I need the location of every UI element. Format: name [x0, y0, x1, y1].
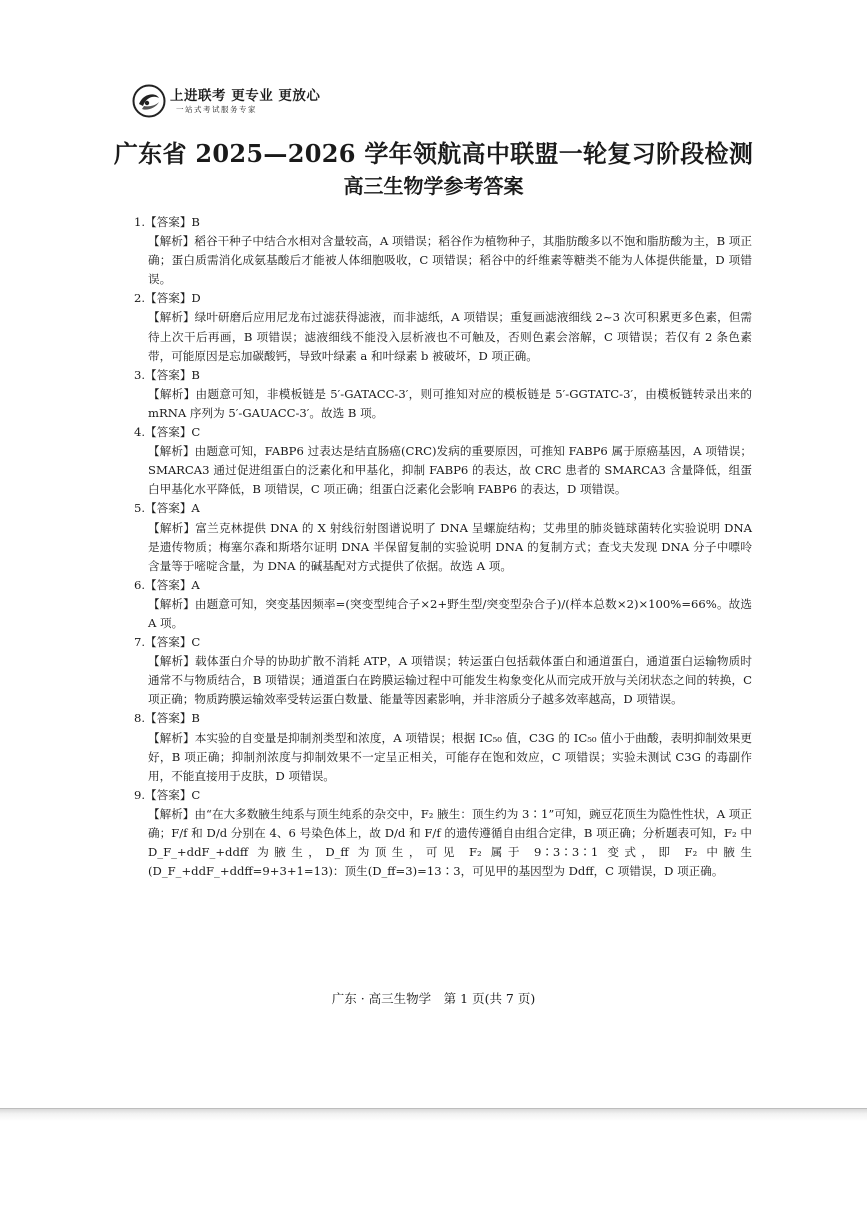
answer-key: 7.【答案】C: [134, 635, 201, 650]
answer-explanation: 【解析】绿叶研磨后应用尼龙布过滤获得滤液，而非滤纸，A 项错误；重复画滤液细线 2~3 次可积累更多色素，但需待上次干后再画，B 项错误；滤液细线不能没入层析液也不可触及，否则色素会溶解，C 项错误；若仅有 2 条色素带，可能原因是忘加碳酸钙，导致叶绿素 a 和叶绿素 b 被破坏，D 项正确。: [148, 310, 752, 363]
answer-item-3: [134, 366, 752, 423]
logo-swirl-icon: [132, 84, 166, 118]
answer-explanation: 【解析】由题意可知，FABP6 过表达是结直肠癌(CRC)发病的重要原因，可推知 FABP6 属于原癌基因，A 项错误；SMARCA3 通过促进组蛋白的泛素化和甲基化，抑制 FABP6 的表达，故 CRC 患者的 SMARCA3 含量降低，组蛋白甲基化水平降低，B 项错误，C 项正确；组蛋白泛素化会影响 FABP6 的表达，D 项错误。: [148, 444, 752, 497]
answer-item-7: [134, 633, 752, 709]
answer-item-9: [134, 786, 752, 881]
answer-item-6: [134, 576, 752, 633]
answer-key: 2.【答案】D: [134, 291, 201, 306]
answer-list: [134, 213, 752, 881]
answer-explanation: 【解析】由题意可知，非模板链是 5′-GATACC-3′，则可推知对应的模板链是 5′-GGTATC-3′，由模板链转录出来的 mRNA 序列为 5′-GAUACC-3′。故选 B 项。: [148, 386, 752, 420]
answer-key: 1.【答案】B: [134, 215, 200, 229]
answer-item-1: [134, 213, 752, 289]
page-title: 广东省 2025—2026 学年领航高中联盟一轮复习阶段检测: [113, 139, 754, 168]
page-subtitle: 高三生物学参考答案: [343, 174, 524, 198]
logo-tagline: 一站式考试服务专家: [176, 105, 257, 114]
answer-item-5: [134, 499, 752, 575]
answer-key: 3.【答案】B: [134, 367, 200, 382]
logo-slogan: 上进联考 更专业 更放心: [170, 88, 321, 104]
answer-key: 9.【答案】C: [134, 787, 201, 802]
page-bottom-edge: [0, 1108, 867, 1121]
answer-explanation: 【解析】稻谷干种子中结合水相对含量较高，A 项错误；稻谷作为植物种子，其脂肪酸多以不饱和脂肪酸为主，B 项正确；蛋白质需消化成氨基酸后才能被人体细胞吸收，C 项错误；稻谷中的纤维素等糖类不能为人体提供能量，D 项错误。: [148, 234, 752, 287]
answer-explanation: 【解析】富兰克林提供 DNA 的 X 射线衍射图谱说明了 DNA 呈螺旋结构；艾弗里的肺炎链球菌转化实验说明 DNA 是遗传物质；梅塞尔森和斯塔尔证明 DNA 半保留复制的实验说明 DNA 的复制方式；查戈夫发现 DNA 分子中嘌呤含量等于嘧啶含量，为 DNA 的碱基配对方式提供了依据。故选 A 项。: [148, 520, 752, 573]
answer-item-4: [134, 423, 752, 499]
answer-explanation: 【解析】载体蛋白介导的协助扩散不消耗 ATP，A 项错误；转运蛋白包括载体蛋白和通道蛋白，通道蛋白运输物质时通常不与物质结合，B 项错误；通道蛋白在跨膜运输过程中可能发生构象变化从而完成开放与关闭状态之间的转换，C 项正确；物质跨膜运输效率受转运蛋白数量、能量等因素影响，并非溶质分子越多效率越高，D 项错误。: [148, 654, 752, 707]
answer-key: 6.【答案】A: [134, 577, 200, 592]
answer-key: 4.【答案】C: [134, 425, 201, 440]
publisher-logo: [132, 82, 321, 122]
answer-item-8: [134, 709, 752, 785]
answer-explanation: 【解析】由“在大多数腋生纯系与顶生纯系的杂交中，F₂ 腋生：顶生约为 3∶1”可知，豌豆花顶生为隐性性状，A 项正确；F/f 和 D/d 分别在 4、6 号染色体上，故 D/d 和 F/f 的遗传遵循自由组合定律，B 项正确；分析题表可知，F₂ 中 D_F_+ddF_+ddff 为腋生，D_ff 为顶生，可见 F₂ 属于 9∶3∶3∶1 变式，即 F₂ 中腋生(D_F_+ddF_+ddff=9+3+1=13)：顶生(D_ff=3)=13∶3，可见甲的基因型为 Ddff，C 项错误，D 项正确。: [148, 806, 752, 879]
answer-explanation: 【解析】由题意可知，突变基因频率=(突变型纯合子×2+野生型/突变型杂合子)/(样本总数×2)×100%=66%。故选 A 项。: [148, 596, 752, 630]
answer-item-2: [134, 289, 752, 365]
answer-key: 5.【答案】A: [134, 501, 200, 516]
answer-key: 8.【答案】B: [134, 711, 200, 726]
page-footer: 广东 · 高三生物学 第 1 页(共 7 页): [331, 991, 536, 1006]
answer-explanation: 【解析】本实验的自变量是抑制剂类型和浓度，A 项错误；根据 IC₅₀ 值，C3G 的 IC₅₀ 值小于曲酸，表明抑制效果更好，B 项正确；抑制剂浓度与抑制效果不一定呈正相关，可能存在饱和效应，C 项错误；实验未测试 C3G 的毒副作用，不能直接用于皮肤，D 项错误。: [148, 730, 752, 783]
